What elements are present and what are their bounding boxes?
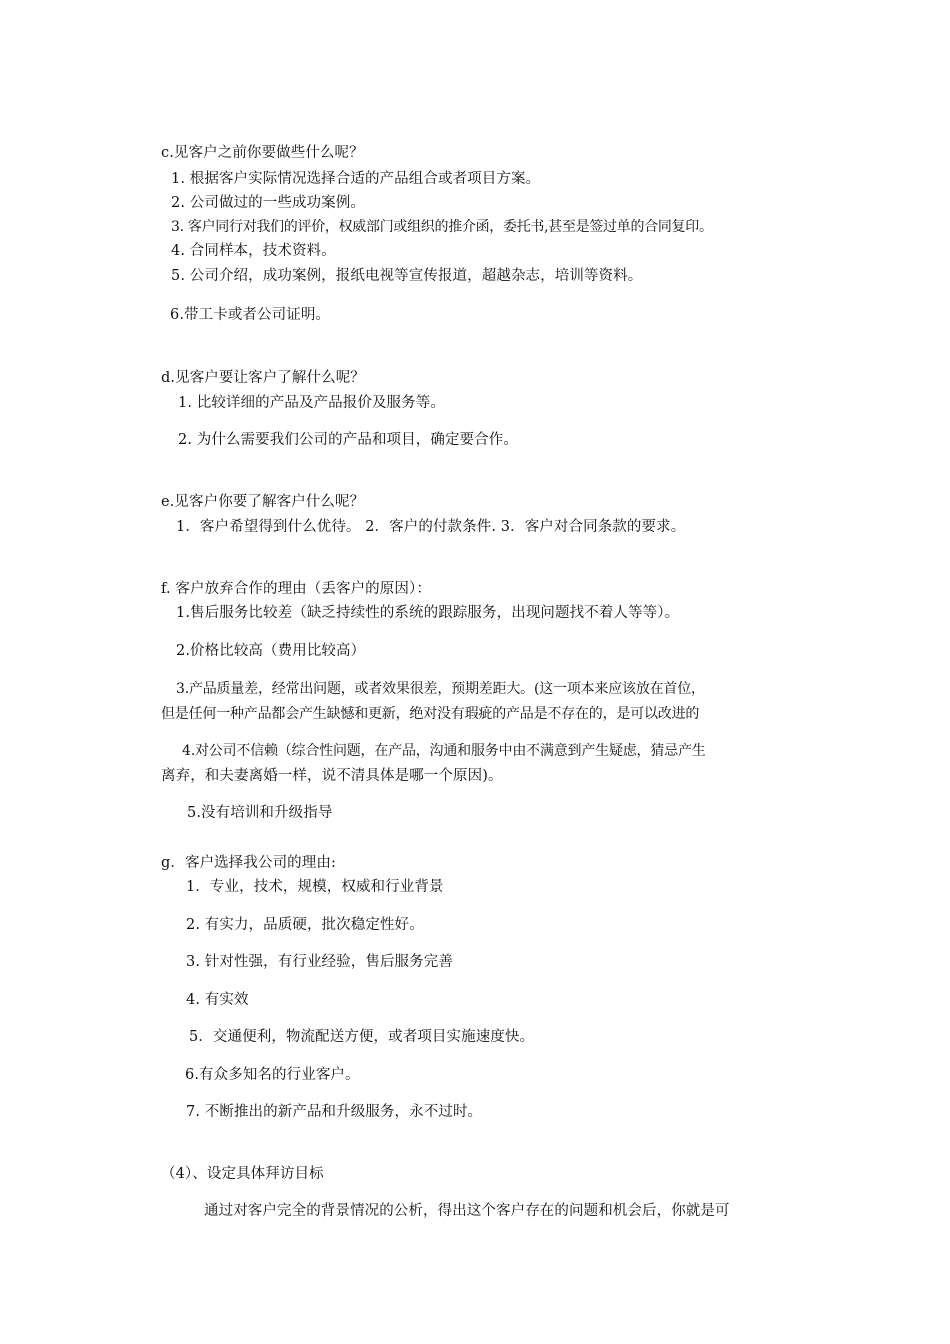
section-c-heading: c.见客户之前你要做些什么呢？ bbox=[161, 145, 364, 161]
section-4-paragraph: 通过对客户完全的背景情况的公析，得出这个客户存在的问题和机会后，你就是可 bbox=[204, 1203, 730, 1219]
section-d-heading: d.见客户要让客户了解什么呢？ bbox=[161, 370, 365, 386]
section-g-item-1: 1．专业，技术，规模，权威和行业背景 bbox=[186, 879, 444, 895]
section-f-heading: f. 客户放弃合作的理由（丢客户的原因）： bbox=[161, 581, 431, 597]
section-e-heading: e.见客户你要了解客户什么呢？ bbox=[161, 494, 365, 510]
section-c-item-5: 5. 公司介绍，成功案例，报纸电视等宣传报道，超越杂志，培训等资料。 bbox=[171, 268, 643, 284]
section-c-item-6: 6.带工卡或者公司证明。 bbox=[170, 307, 331, 323]
section-f-item-4-line-1: 4.对公司不信赖（综合性问题，在产品，沟通和服务中由不满意到产生疑虑，猜忌产生 bbox=[182, 743, 706, 759]
section-c-item-2: 2. 公司做过的一些成功案例。 bbox=[171, 195, 365, 211]
section-f-item-3-line-2: 但是任何一种产品都会产生缺憾和更新，绝对没有瑕疵的产品是不存在的，是可以改进的 bbox=[161, 706, 700, 722]
section-g-item-6: 6.有众多知名的行业客户。 bbox=[185, 1067, 360, 1083]
section-g-heading: g．客户选择我公司的理由: bbox=[161, 855, 336, 871]
section-d-item-2: 2. 为什么需要我们公司的产品和项目，确定要合作。 bbox=[178, 432, 518, 448]
section-e-item-1: 1．客户希望得到什么优待。 2．客户的付款条件. 3．客户对合同条款的要求。 bbox=[176, 519, 686, 535]
section-c-item-3: 3. 客户同行对我们的评价，权威部门或组织的推介函，委托书,甚至是签过单的合同复印。 bbox=[171, 219, 713, 235]
section-g-item-2: 2. 有实力，品质硬，批次稳定性好。 bbox=[186, 917, 424, 933]
section-f-item-5: 5.没有培训和升级指导 bbox=[187, 805, 333, 821]
section-g-item-3: 3. 针对性强，有行业经验，售后服务完善 bbox=[186, 954, 453, 970]
section-c-item-4: 4. 合同样本，技术资料。 bbox=[171, 243, 336, 259]
section-d-item-1: 1. 比较详细的产品及产品报价及服务等。 bbox=[178, 395, 445, 411]
section-f-item-3-line-1: 3.产品质量差，经常出问题，或者效果很差，预期差距大。(这一项本来应该放在首位， bbox=[176, 681, 705, 697]
section-g-item-5: 5．交通便利，物流配送方便，或者项目实施速度快。 bbox=[189, 1029, 535, 1045]
section-f-item-4-line-2: 离弃，和夫妻离婚一样，说不清具体是哪一个原因)。 bbox=[161, 768, 503, 784]
section-g-item-4: 4. 有实效 bbox=[186, 992, 249, 1008]
section-f-item-1: 1.售后服务比较差（缺乏持续性的系统的跟踪服务，出现问题找不着人等等）。 bbox=[176, 605, 680, 621]
section-f-item-2: 2.价格比较高（费用比较高） bbox=[176, 643, 366, 659]
section-g-item-7: 7. 不断推出的新产品和升级服务，永不过时。 bbox=[186, 1104, 483, 1120]
section-4-heading: （4）、设定具体拜访目标 bbox=[161, 1166, 324, 1182]
section-c-item-1: 1. 根据客户实际情况选择合适的产品组合或者项目方案。 bbox=[171, 171, 541, 187]
